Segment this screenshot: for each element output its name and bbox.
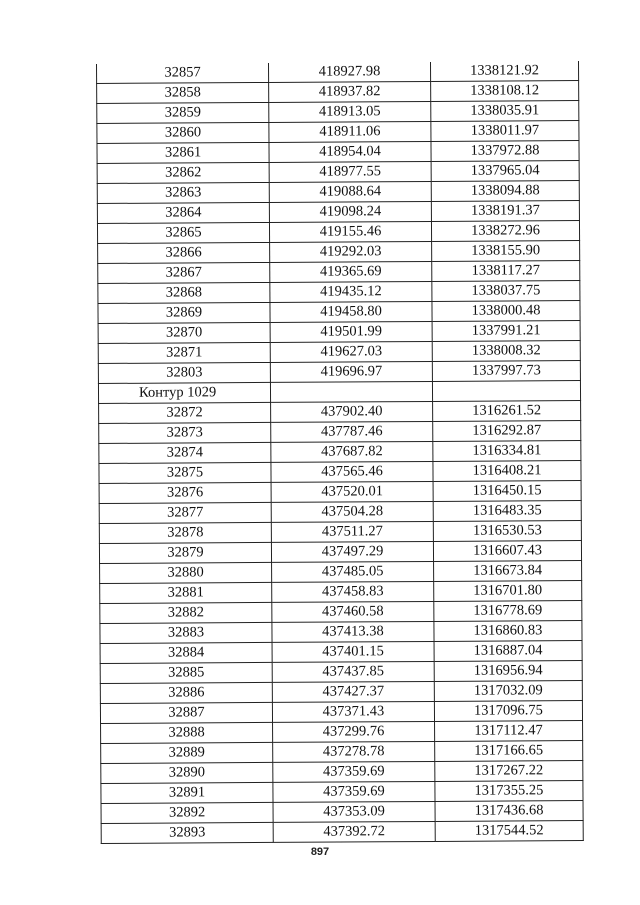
y-coordinate-cell: 1317112.47 [435, 721, 583, 742]
x-coordinate-cell: 437520.01 [271, 481, 433, 502]
x-coordinate-cell: 437359.69 [273, 781, 435, 802]
table-row [98, 281, 580, 304]
table-row [99, 461, 581, 484]
table-row [99, 501, 581, 524]
y-coordinate-cell: 1316408.21 [433, 461, 581, 482]
x-coordinate-cell: 437392.72 [273, 821, 435, 842]
x-coordinate-cell: 418913.05 [269, 101, 431, 122]
y-coordinate-cell: 1338011.97 [431, 121, 579, 142]
point-number-cell: 32893 [101, 822, 273, 843]
point-number-cell: 32891 [101, 782, 273, 803]
y-coordinate-cell: 1316956.94 [434, 661, 582, 682]
point-number-cell: 32881 [100, 582, 272, 603]
x-coordinate-cell: 437359.69 [273, 761, 435, 782]
point-number-cell: 32867 [98, 262, 270, 283]
y-coordinate-cell: 1316673.84 [434, 561, 582, 582]
point-number-cell: 32875 [99, 462, 271, 483]
x-coordinate-cell: 418977.55 [269, 161, 431, 182]
table-row [100, 601, 582, 624]
x-coordinate-cell: 437902.40 [271, 401, 433, 422]
y-coordinate-cell: 1316261.52 [433, 401, 581, 422]
x-coordinate-cell: 437787.46 [271, 421, 433, 442]
point-number-cell: 32865 [97, 222, 269, 243]
table-row [101, 761, 583, 784]
y-coordinate-cell: 1317267.22 [435, 761, 583, 782]
table-row [100, 641, 582, 664]
y-coordinate-cell: 1316292.87 [433, 421, 581, 442]
x-coordinate-cell: 437437.85 [272, 661, 434, 682]
table-row [101, 781, 583, 804]
point-number-cell: 32862 [97, 162, 269, 183]
point-number-cell: 32879 [99, 542, 271, 563]
table-row [99, 481, 581, 504]
table-row [100, 681, 582, 704]
point-number-cell: 32857 [96, 63, 268, 84]
x-coordinate-cell: 437413.38 [272, 621, 434, 642]
point-number-cell: 32880 [100, 562, 272, 583]
y-coordinate-cell: 1338117.27 [432, 261, 580, 282]
point-number-cell: 32884 [100, 642, 272, 663]
y-coordinate-cell: 1338094.88 [431, 181, 579, 202]
x-coordinate-cell: 437511.27 [271, 521, 433, 542]
table-row [99, 421, 581, 444]
y-coordinate-cell: 1316607.43 [433, 541, 581, 562]
x-coordinate-cell: 419292.03 [270, 241, 432, 262]
table-row [100, 701, 582, 724]
page-number: 897 [310, 846, 330, 858]
y-coordinate-cell: 1316778.69 [434, 601, 582, 622]
point-number-cell: 32860 [97, 122, 269, 143]
point-number-cell: 32859 [97, 102, 269, 123]
table-row [97, 121, 579, 144]
table-row [98, 301, 580, 324]
coordinates-table-body [96, 61, 583, 843]
y-coordinate-cell: 1317355.25 [435, 781, 583, 802]
table-row [99, 521, 581, 544]
x-coordinate-cell: 437458.83 [272, 581, 434, 602]
x-coordinate-cell: 419365.69 [270, 261, 432, 282]
y-coordinate-cell: 1317166.65 [435, 741, 583, 762]
x-coordinate-cell: 418927.98 [268, 62, 430, 82]
y-coordinate-cell: 1337991.21 [432, 321, 580, 342]
table-row [97, 81, 579, 104]
point-number-cell: 32878 [99, 522, 271, 543]
x-coordinate-cell: 419435.12 [270, 281, 432, 302]
y-coordinate-cell: 1316334.81 [433, 441, 581, 462]
y-coordinate-cell: 1338035.91 [431, 101, 579, 122]
y-coordinate-cell: 1316887.04 [434, 641, 582, 662]
point-number-cell: 32885 [100, 662, 272, 683]
x-coordinate-cell: 437485.05 [272, 561, 434, 582]
y-coordinate-cell: 1338108.12 [431, 81, 579, 102]
table-row [97, 101, 579, 124]
x-coordinate-cell: 419627.03 [270, 341, 432, 362]
empty-cell [270, 381, 432, 402]
y-coordinate-cell: 1316483.35 [433, 501, 581, 522]
y-coordinate-cell: 1316530.53 [433, 521, 581, 542]
table-row [98, 261, 580, 284]
point-number-cell: 32868 [98, 282, 270, 303]
x-coordinate-cell: 437401.15 [272, 641, 434, 662]
point-number-cell: 32888 [101, 722, 273, 743]
x-coordinate-cell: 418954.04 [269, 141, 431, 162]
point-number-cell: 32873 [99, 422, 271, 443]
empty-cell [432, 381, 580, 402]
y-coordinate-cell: 1316450.15 [433, 481, 581, 502]
table-row [99, 401, 581, 424]
point-number-cell: 32863 [97, 182, 269, 203]
y-coordinate-cell: 1317032.09 [434, 681, 582, 702]
section-label: Контур 1029 [98, 382, 270, 403]
table-row [97, 181, 579, 204]
x-coordinate-cell: 437371.43 [272, 701, 434, 722]
point-number-cell: 32871 [98, 342, 270, 363]
y-coordinate-cell: 1316860.83 [434, 621, 582, 642]
table-row [98, 241, 580, 264]
table-row [98, 321, 580, 344]
x-coordinate-cell: 418911.06 [269, 121, 431, 142]
point-number-cell: 32870 [98, 322, 270, 343]
point-number-cell: 32874 [99, 442, 271, 463]
x-coordinate-cell: 437497.29 [271, 541, 433, 562]
point-number-cell: 32866 [98, 242, 270, 263]
point-number-cell: 32864 [97, 202, 269, 223]
y-coordinate-cell: 1317436.68 [435, 801, 583, 822]
x-coordinate-cell: 437427.37 [272, 681, 434, 702]
point-number-cell: 32890 [101, 762, 273, 783]
table-row [98, 341, 580, 364]
point-number-cell: 32803 [98, 362, 270, 383]
x-coordinate-cell: 437299.76 [273, 721, 435, 742]
y-coordinate-cell: 1338121.92 [430, 61, 578, 81]
table-row [97, 141, 579, 164]
point-number-cell: 32869 [98, 302, 270, 323]
table-row [97, 221, 579, 244]
y-coordinate-cell: 1338008.32 [432, 341, 580, 362]
y-coordinate-cell: 1317096.75 [434, 701, 582, 722]
x-coordinate-cell: 419098.24 [269, 201, 431, 222]
table-row [101, 721, 583, 744]
point-number-cell: 32892 [101, 802, 273, 823]
table-row [101, 801, 583, 824]
point-number-cell: 32889 [101, 742, 273, 763]
point-number-cell: 32883 [100, 622, 272, 643]
table-row [98, 361, 580, 384]
x-coordinate-cell: 437460.58 [272, 601, 434, 622]
x-coordinate-cell: 419696.97 [270, 361, 432, 382]
table-row [101, 821, 583, 844]
point-number-cell: 32876 [99, 482, 271, 503]
x-coordinate-cell: 419155.46 [269, 221, 431, 242]
point-number-cell: 32872 [99, 402, 271, 423]
table-row [96, 61, 578, 83]
x-coordinate-cell: 437278.78 [273, 741, 435, 762]
y-coordinate-cell: 1338272.96 [431, 221, 579, 242]
x-coordinate-cell: 437504.28 [271, 501, 433, 522]
coordinates-table [96, 61, 584, 844]
y-coordinate-cell: 1338155.90 [432, 241, 580, 262]
x-coordinate-cell: 437565.46 [271, 461, 433, 482]
table-row [100, 561, 582, 584]
table-row [100, 621, 582, 644]
x-coordinate-cell: 437353.09 [273, 801, 435, 822]
y-coordinate-cell: 1337965.04 [431, 161, 579, 182]
table-row [97, 201, 579, 224]
x-coordinate-cell: 419501.99 [270, 321, 432, 342]
y-coordinate-cell: 1337997.73 [432, 361, 580, 382]
x-coordinate-cell: 418937.82 [269, 81, 431, 102]
y-coordinate-cell: 1338000.48 [432, 301, 580, 322]
point-number-cell: 32886 [100, 682, 272, 703]
table-row [100, 661, 582, 684]
x-coordinate-cell: 437687.82 [271, 441, 433, 462]
table-row [99, 441, 581, 464]
point-number-cell: 32877 [99, 502, 271, 523]
point-number-cell: 32887 [100, 702, 272, 723]
table-row [97, 161, 579, 184]
y-coordinate-cell: 1338037.75 [432, 281, 580, 302]
x-coordinate-cell: 419088.64 [269, 181, 431, 202]
point-number-cell: 32882 [100, 602, 272, 623]
y-coordinate-cell: 1317544.52 [435, 821, 583, 842]
y-coordinate-cell: 1316701.80 [434, 581, 582, 602]
table-row [101, 741, 583, 764]
y-coordinate-cell: 1338191.37 [431, 201, 579, 222]
point-number-cell: 32858 [97, 82, 269, 103]
y-coordinate-cell: 1337972.88 [431, 141, 579, 162]
table-row [100, 581, 582, 604]
table-row [99, 541, 581, 564]
point-number-cell: 32861 [97, 142, 269, 163]
x-coordinate-cell: 419458.80 [270, 301, 432, 322]
